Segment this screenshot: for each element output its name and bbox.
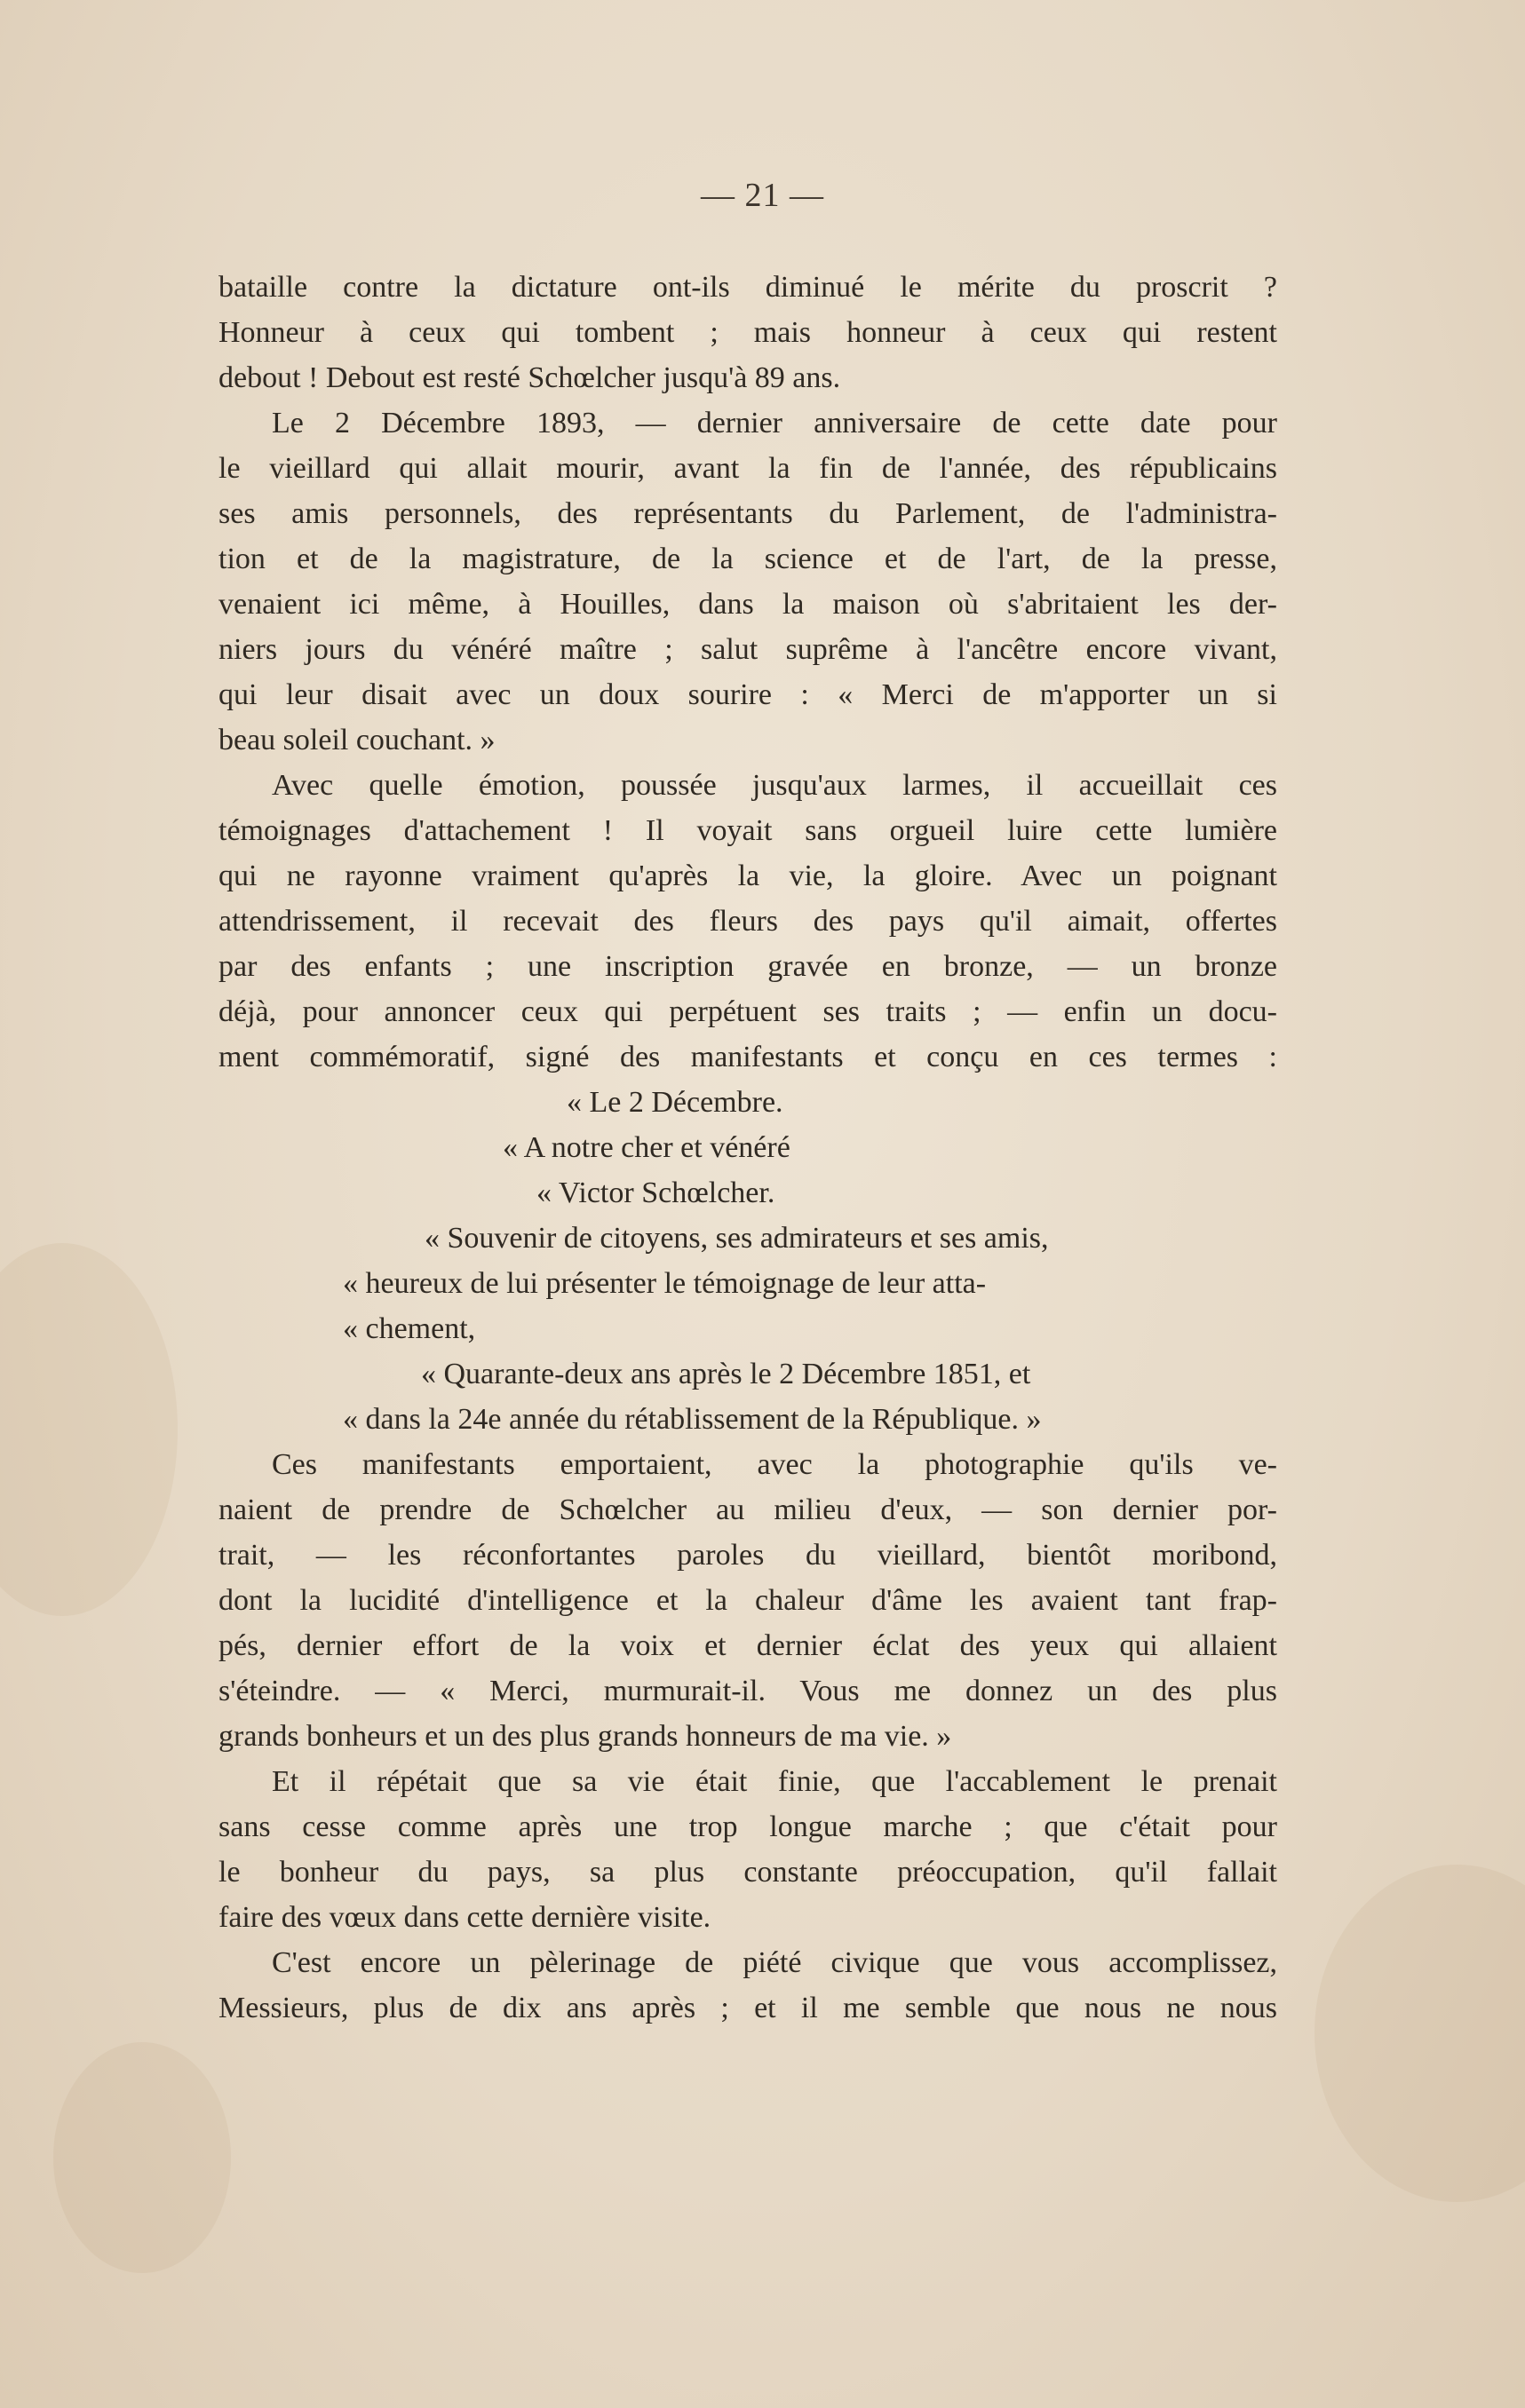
text-line: déjà, pour annoncer ceux qui perpétuent ses traits ; — enfin un docu- — [218, 995, 1277, 1028]
inscription-line: « Souvenir de citoyens, ses admirateurs et ses amis, — [425, 1222, 1049, 1255]
text-line: dont la lucidité d'intelligence et la chaleur d'âme les avaient tant frap- — [218, 1584, 1277, 1617]
inscription-line: « dans la 24e année du rétablissement de la République. » — [343, 1403, 1042, 1436]
text-line: le vieillard qui allait mourir, avant la fin de l'année, des républicains — [218, 452, 1277, 485]
text-line: qui ne rayonne vraiment qu'après la vie, la gloire. Avec un poignant — [218, 859, 1277, 892]
text-line: Et il répétait que sa vie était finie, que l'accablement le prenait — [272, 1765, 1277, 1798]
text-line: sans cesse comme après une trop longue marche ; que c'était pour — [218, 1810, 1277, 1843]
inscription-line: « Victor Schœlcher. — [536, 1176, 775, 1209]
text-line: naient de prendre de Schœlcher au milieu d'eux, — son dernier por- — [218, 1493, 1277, 1526]
text-line: faire des vœux dans cette dernière visite. — [218, 1901, 711, 1934]
text-line: attendrissement, il recevait des fleurs des pays qu'il aimait, offertes — [218, 905, 1277, 938]
inscription-line: « Quarante-deux ans après le 2 Décembre 1851, et — [421, 1358, 1031, 1390]
text-line: grands bonheurs et un des plus grands honneurs de ma vie. » — [218, 1720, 952, 1753]
text-line: par des enfants ; une inscription gravée en bronze, — un bronze — [218, 950, 1277, 983]
text-line: Messieurs, plus de dix ans après ; et il me semble que nous ne nous — [218, 1992, 1277, 2024]
text-line: s'éteindre. — « Merci, murmurait-il. Vous me donnez un des plus — [218, 1675, 1277, 1707]
text-line: qui leur disait avec un doux sourire : « Merci de m'apporter un si — [218, 678, 1277, 711]
inscription-line: « Le 2 Décembre. — [567, 1086, 783, 1119]
text-line: bataille contre la dictature ont-ils diminué le mérite du proscrit ? — [218, 271, 1277, 304]
text-line: beau soleil couchant. » — [218, 724, 496, 756]
text-line: Ces manifestants emportaient, avec la photographie qu'ils ve- — [272, 1448, 1277, 1481]
text-line: C'est encore un pèlerinage de piété civique que vous accomplissez, — [272, 1946, 1277, 1979]
text-line: tion et de la magistrature, de la science et de l'art, de la presse, — [218, 543, 1277, 575]
inscription-line: « chement, — [343, 1312, 476, 1345]
text-line: venaient ici même, à Houilles, dans la maison où s'abritaient les der- — [218, 588, 1277, 621]
text-line: Avec quelle émotion, poussée jusqu'aux larmes, il accueillait ces — [272, 769, 1277, 802]
text-line: pés, dernier effort de la voix et dernier éclat des yeux qui allaient — [218, 1629, 1277, 1662]
text-line: Honneur à ceux qui tombent ; mais honneur à ceux qui restent — [218, 316, 1277, 349]
text-line: debout ! Debout est resté Schœlcher jusqu'à 89 ans. — [218, 361, 841, 394]
text-line: niers jours du vénéré maître ; salut suprême à l'ancêtre encore vivant, — [218, 633, 1277, 666]
body-text — [218, 265, 1277, 2031]
text-line: trait, — les réconfortantes paroles du vieillard, bientôt moribond, — [218, 1539, 1277, 1572]
inscription-line: « A notre cher et vénéré — [503, 1131, 790, 1164]
text-line: ment commémoratif, signé des manifestants et conçu en ces termes : — [218, 1041, 1277, 1073]
page-number: — 21 — — [701, 177, 824, 214]
inscription-line: « heureux de lui présenter le témoignage de leur atta- — [343, 1267, 987, 1300]
text-line: Le 2 Décembre 1893, — dernier anniversaire de cette date pour — [272, 407, 1277, 440]
text-line: le bonheur du pays, sa plus constante préoccupation, qu'il fallait — [218, 1856, 1277, 1889]
text-line: témoignages d'attachement ! Il voyait sans orgueil luire cette lumière — [218, 814, 1277, 847]
text-line: ses amis personnels, des représentants du Parlement, de l'administra- — [218, 497, 1277, 530]
